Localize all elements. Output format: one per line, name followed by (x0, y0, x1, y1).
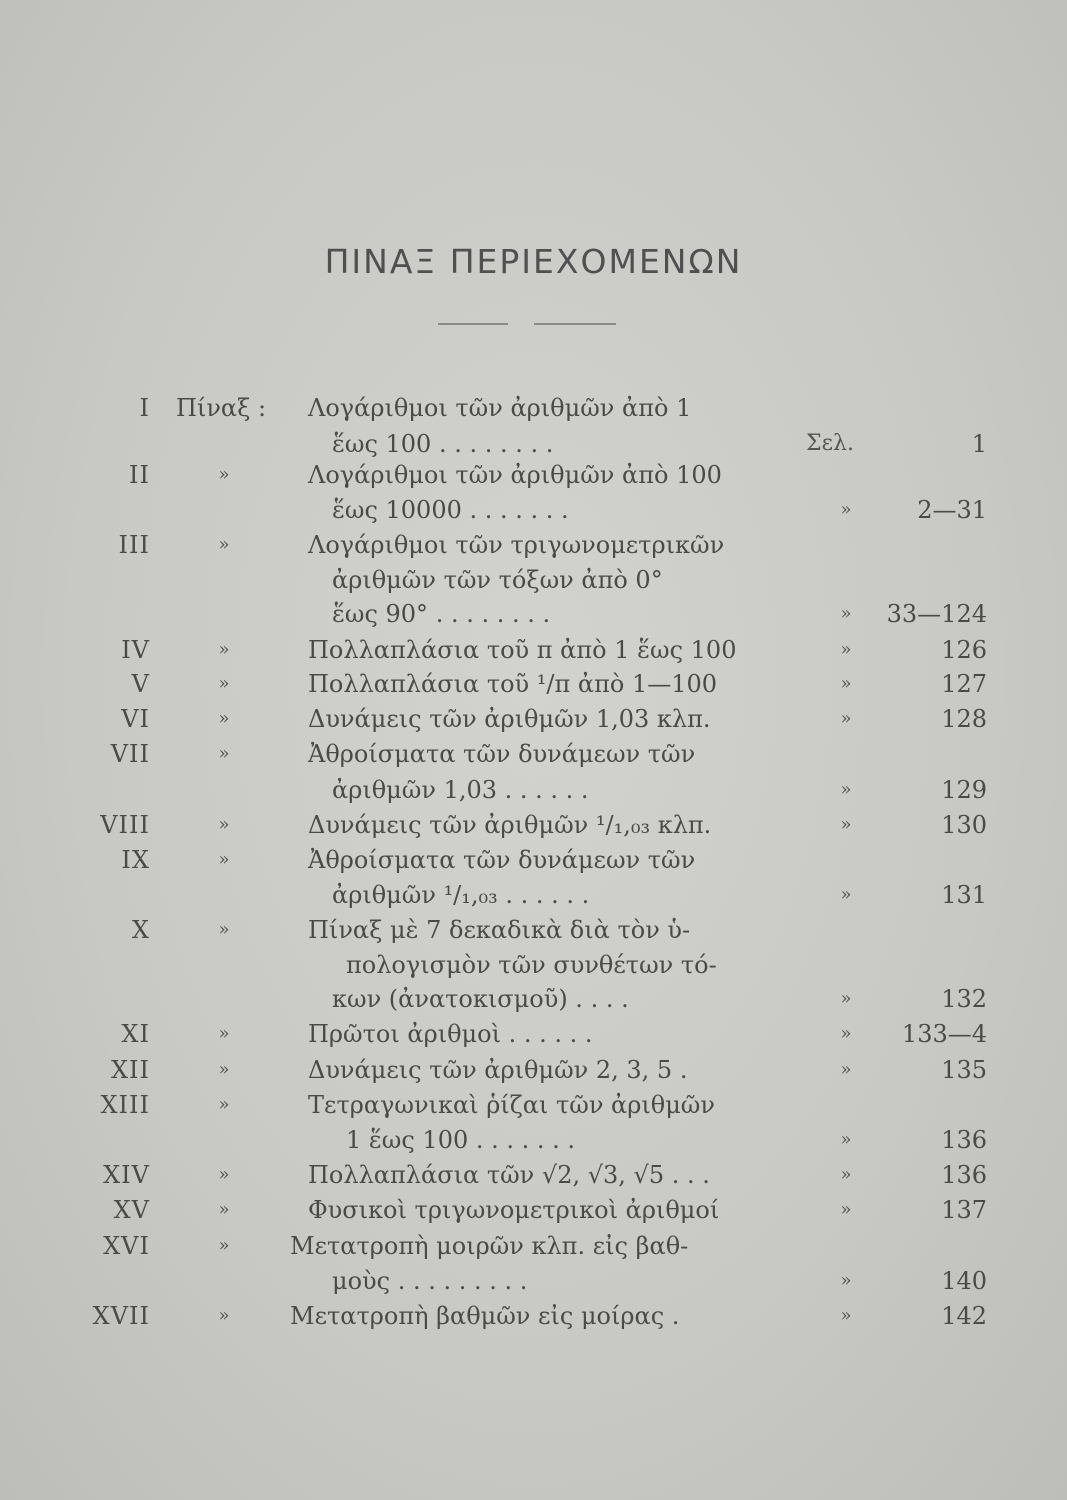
title-underline-right (534, 323, 616, 325)
ditto-mark: » (840, 1305, 852, 1326)
ditto-mark: » (840, 988, 852, 1009)
ditto-mark: » (218, 743, 230, 764)
entry-title: Λογάριθμοι τῶν ἀριθμῶν ἀπὸ 1 (308, 394, 692, 422)
entry-title-cont: ἕως 100 . . . . . . . . (332, 430, 554, 458)
entry-page: 142 (941, 1302, 987, 1330)
entry-number: X (131, 916, 150, 944)
entry-page: 2—31 (917, 496, 987, 524)
ditto-mark: » (218, 1059, 230, 1080)
ditto-mark: » (840, 1199, 852, 1220)
toc-entry-3-cont2 (0, 596, 1067, 632)
entry-title: Φυσικοὶ τριγωνομετρικοὶ ἀριθμοί (308, 1196, 720, 1224)
title-underline-left (438, 323, 508, 325)
ditto-mark: » (840, 1270, 852, 1291)
toc-entry-4 (0, 632, 1067, 668)
entry-page: 1 (971, 430, 987, 458)
entry-title: Μετατροπὴ μοιρῶν κλπ. εἰς βαθ- (290, 1232, 689, 1260)
ditto-mark: » (218, 534, 230, 555)
entry-title: Ἀθροίσματα τῶν δυνάμεων τῶν (308, 846, 696, 874)
ditto-mark: » (840, 1059, 852, 1080)
toc-entry-3 (0, 527, 1067, 563)
table-label: Πίναξ : (176, 394, 267, 422)
toc-entry-3-cont (0, 562, 1067, 598)
ditto-mark: » (218, 464, 230, 485)
entry-number: XVI (103, 1232, 150, 1260)
ditto-mark: » (218, 1305, 230, 1326)
entry-title: Ἀθροίσματα τῶν δυνάμεων τῶν (308, 740, 696, 768)
toc-entry-5 (0, 666, 1067, 702)
entry-page: 126 (941, 636, 987, 664)
entry-number: II (129, 461, 150, 489)
toc-entry-11 (0, 1016, 1067, 1052)
toc-entry-1 (0, 390, 1067, 426)
ditto-mark: » (840, 499, 852, 520)
entry-number: XII (110, 1056, 150, 1084)
entry-page: 137 (941, 1196, 987, 1224)
ditto-mark: » (840, 779, 852, 800)
ditto-mark: » (840, 673, 852, 694)
entry-number: XV (113, 1196, 150, 1224)
entry-title: Δυνάμεις τῶν ἀριθμῶν ¹/₁,₀₃ κλπ. (308, 811, 712, 839)
ditto-mark: » (218, 708, 230, 729)
ditto-mark: » (840, 603, 852, 624)
entry-title-cont: ἕως 10000 . . . . . . . (332, 496, 569, 524)
entry-page: 33—124 (886, 600, 987, 628)
entry-page: 133—4 (901, 1020, 987, 1048)
entry-number: V (131, 670, 150, 698)
toc-entry-2-cont (0, 492, 1067, 528)
toc-entry-10-cont2 (0, 981, 1067, 1017)
toc-entry-14 (0, 1157, 1067, 1193)
ditto-mark: » (218, 1235, 230, 1256)
entry-number: III (118, 531, 150, 559)
toc-entry-7 (0, 736, 1067, 772)
entry-title-cont: πολογισμὸν τῶν συνθέτων τό- (346, 951, 717, 979)
entry-page: 127 (941, 670, 987, 698)
entry-title-cont: μοὺς . . . . . . . . . (332, 1267, 528, 1295)
page-title: ΠΙΝΑΞ ΠΕΡΙΕΧΟΜΕΝΩΝ (324, 242, 743, 281)
toc-entry-6 (0, 701, 1067, 737)
ditto-mark: » (218, 849, 230, 870)
entry-title-cont: ἀριθμῶν ¹/₁,₀₃ . . . . . . (332, 881, 590, 909)
ditto-mark: » (218, 1199, 230, 1220)
page-label: Σελ. (806, 431, 854, 456)
ditto-mark: » (840, 814, 852, 835)
entry-page: 131 (941, 881, 987, 909)
entry-number: IX (121, 846, 150, 874)
entry-title: Μετατροπὴ βαθμῶν εἰς μοίρας . (290, 1302, 680, 1330)
ditto-mark: » (840, 1164, 852, 1185)
ditto-mark: » (218, 1164, 230, 1185)
ditto-mark: » (840, 708, 852, 729)
entry-title-cont: ἀριθμῶν 1,03 . . . . . . (332, 776, 589, 804)
toc-entry-13-cont (0, 1122, 1067, 1158)
toc-entry-9 (0, 842, 1067, 878)
toc-entry-10 (0, 912, 1067, 948)
entry-page: 132 (941, 985, 987, 1013)
toc-entry-17 (0, 1298, 1067, 1334)
entry-page: 128 (941, 705, 987, 733)
toc-entry-9-cont (0, 877, 1067, 913)
entry-title: Πίναξ μὲ 7 δεκαδικὰ διὰ τὸν ὑ- (308, 916, 691, 944)
entry-title: Πολλαπλάσια τοῦ ¹/π ἀπὸ 1—100 (308, 670, 718, 698)
entry-page: 135 (941, 1056, 987, 1084)
ditto-mark: » (840, 884, 852, 905)
toc-entry-16 (0, 1228, 1067, 1264)
entry-number: IV (121, 636, 150, 664)
toc-entry-15 (0, 1192, 1067, 1228)
entry-number: I (139, 394, 150, 422)
entry-number: VI (121, 705, 150, 733)
entry-title-cont: 1 ἕως 100 . . . . . . . (346, 1126, 576, 1154)
entry-page: 130 (941, 811, 987, 839)
toc-entry-10-cont (0, 947, 1067, 983)
entry-page: 136 (941, 1161, 987, 1189)
entry-title: Λογάριθμοι τῶν ἀριθμῶν ἀπὸ 100 (308, 461, 722, 489)
entry-title: Τετραγωνικαὶ ῥίζαι τῶν ἀριθμῶν (308, 1091, 715, 1119)
ditto-mark: » (218, 673, 230, 694)
entry-title-cont: ἀριθμῶν τῶν τόξων ἀπὸ 0° (332, 566, 663, 594)
entry-page: 129 (941, 776, 987, 804)
toc-entry-13 (0, 1087, 1067, 1123)
entry-title-cont: κων (ἀνατοκισμοῦ) . . . . (332, 985, 629, 1013)
entry-number: XIII (100, 1091, 150, 1119)
toc-entry-7-cont (0, 772, 1067, 808)
entry-number: XVII (92, 1302, 150, 1330)
ditto-mark: » (218, 639, 230, 660)
ditto-mark: » (218, 1023, 230, 1044)
entry-title: Δυνάμεις τῶν ἀριθμῶν 1,03 κλπ. (308, 705, 711, 733)
ditto-mark: » (218, 1094, 230, 1115)
entry-number: XIV (103, 1161, 150, 1189)
ditto-mark: » (840, 1129, 852, 1150)
toc-entry-16-cont (0, 1263, 1067, 1299)
entry-title: Πρῶτοι ἀριθμοὶ . . . . . . (308, 1020, 593, 1048)
toc-entry-12 (0, 1052, 1067, 1088)
toc-entry-8 (0, 807, 1067, 843)
ditto-mark: » (218, 919, 230, 940)
ditto-mark: » (840, 1023, 852, 1044)
entry-page: 140 (941, 1267, 987, 1295)
entry-title: Πολλαπλάσια τῶν √2, √3, √5 . . . (308, 1161, 710, 1189)
entry-title: Δυνάμεις τῶν ἀριθμῶν 2, 3, 5 . (308, 1056, 688, 1084)
entry-number: VII (110, 740, 150, 768)
entry-title-cont: ἕως 90° . . . . . . . . (332, 600, 551, 628)
entry-number: XI (121, 1020, 150, 1048)
ditto-mark: » (218, 814, 230, 835)
entry-title: Λογάριθμοι τῶν τριγωνομετρικῶν (308, 531, 725, 559)
entry-number: VIII (100, 811, 150, 839)
ditto-mark: » (840, 639, 852, 660)
toc-entry-2 (0, 457, 1067, 493)
entry-title: Πολλαπλάσια τοῦ π ἀπὸ 1 ἕως 100 (308, 636, 737, 664)
entry-page: 136 (941, 1126, 987, 1154)
